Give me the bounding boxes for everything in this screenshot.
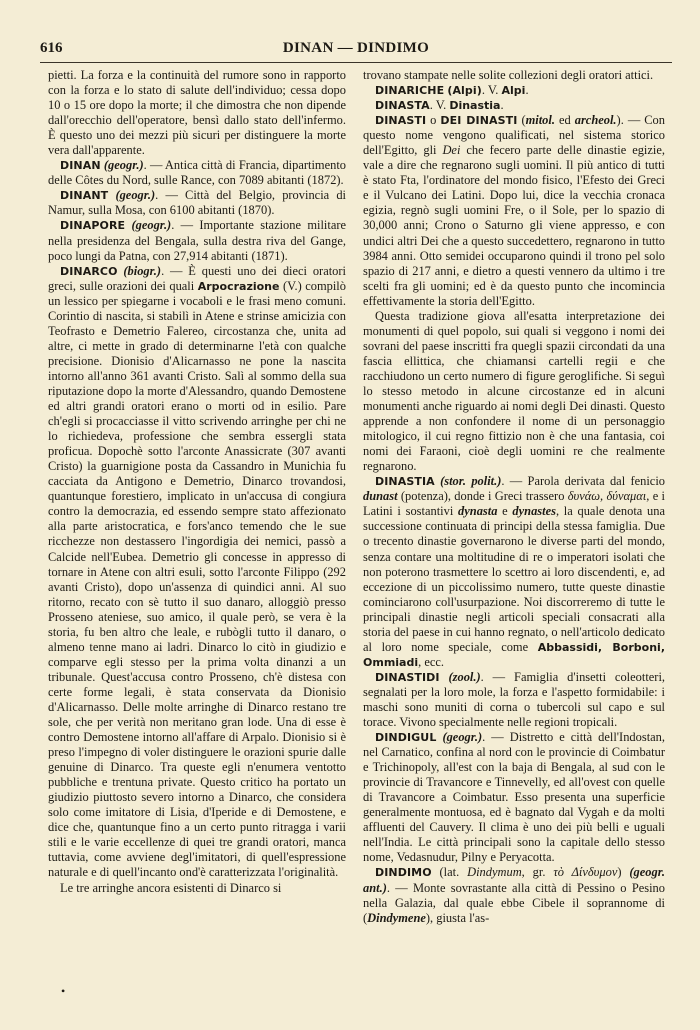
headword-alt: DEI DINASTI: [440, 114, 518, 128]
category: (geogr.): [103, 158, 144, 173]
headword: DINARICHE: [375, 84, 445, 98]
paragraph-dinasti-cont: Questa tradizione giova all'esatta interpretazione dei monumenti di quel popolo, sui quali si veggono i nomi dei sovrani del paese inscritti fra quegli spazii circondati da una fascia ellittica, che chiamansi cartelli regii e che racchiudono un certo numero di figure geroglifiche. Si seguì lo stesso metodo in alcune circostanze ed in alcuni monumenti anche riguardo ai nomi degli Dei dinasti. Questo apprende a non confondere il nome di un personaggio mitologico, il cui regno fittizio non è che una fantasia, coi nomi dei Faraoni, cioè degli uomini re che realmente regnarono.: [363, 308, 665, 474]
cross-reference: Dinastia: [449, 99, 501, 113]
entry-dinan: DINAN (geogr.). — Antica città di Francia, dipartimento delle Côtes du Nord, sulle Rance, con 7089 abitanti (1872).: [48, 158, 347, 188]
entry-dinasta: DINASTA. V. Dinastia.: [375, 98, 504, 113]
category: (zool.): [448, 669, 481, 684]
category: (geogr.): [442, 730, 483, 745]
entry-dinasti: DINASTI o DEI DINASTI (mitol. ed archeol.). — Con questo nome vengono qualificati, nel sistema storico dell'Egitto, gli Dei che fecero parte delle dinastie egizie, vale a dire che regnarono sugli uomini. Il più antico di tutti è stato Fta, l'ordinatore del mondo fisico, l'Efesto dei Greci e il Vulcano dei Latini. Dopo lui, dice la vecchia cronaca egizia, regnò sugli uomini Fre, o il Sole, per lo spazio di 30,000 anni; Crono o Saturno gli viene appresso, e con undici altri Dei che a questo succedettero, regnarono in tutto 3984 anni. Otto semidei occuparono quindi il trono pel solo spazio di 217 anni, e dietro a questi vennero da ultimo i tre scelti fra gli uomini; ed è da questo punto che incomincia effettivamente la storia dell'Egitto.: [363, 113, 665, 308]
headword: DINARCO: [60, 264, 118, 278]
category: (geogr.): [131, 218, 172, 233]
category: (geogr.): [115, 188, 156, 203]
page-number: 616: [40, 40, 63, 56]
entry-dinarco: DINARCO (biogr.). — È questi uno dei dieci oratori greci, sulle orazioni dei quali Arpocrazione (V.) compilò un lessico per spiegarne i vocaboli e le frasi meno comuni. Corintio di nascita, si stabilì in Atene e strinse amicizia con Teofrasto e Demetrio Falereo, circostanza che, unita ad altre, ci mette in grado di determinarne l'età con qualche precisione. Dionisio d'Alicarnasso ne pone la nascita intorno all'anno 361 avanti Cristo. Salì al sommo della sua riputazione dopo la morte d'Alessandro, quando Demostene ed altri grandi oratori erano o morti od in esilio. Pare ch'egli si procacciasse il vitto scrivendo arringhe per chi ne lo richiedeva, professione che sembra essergli stata proficua. Dopochè sotto l'arconte Anassicrate (307 avanti Cristo) la guarnigione posta da Cassandro in Munichia fu cacciata da Antigono e Demetrio, Dinarco trovandosi, quantunque forestiero, implicato in un'accusa di congiura contro la democrazia, ed essendo sempre stato affezionato alla parte aristocratica, e fors'anco temendo che le sue ricchezze non destassero l'ingordigia dei nemici, passò a Calcide nell'Eubea. Demetrio gli concesse in appresso di tornare in Atene con altri esuli, sotto l'arconte Filippo (292 avanti Cristo), dopo un'assenza di quindici anni. Al suo ritorno, recato con sè tutto il suo danaro, alloggiò presso Prosseno ateniese, suo amico, il quale però, se vera è la storia, fu ben altro che leale, e rubògli tutto il danaro, o almeno tenne mano ai ladri. Dinarco lo citò in giudizio e comparve egli stesso per la prima volta dinanzi a un tribunale. Quest'accusa contro Prosseno, ch'è distesa con certe forme legali, è stata conservata da Dionisio d'Alicarnasso. Delle molte arringhe di Dinarco restano tre sole, che per verità non meritano gran lode. Una di esse è contro Demostene intorno all'affare di Arpalo. Dionisio si è preso l'impegno di voler distinguere le orazioni spurie dalle genuine di Dinarco. Tra queste egli n'enumera ventotto pubbliche e trentuna private. Questo critico ha portato un giudizio piuttosto severo intorno a Dinarco, che considera solo come imitatore di Lisia, d'Iperide e di Demostene, e dice che, quantunque fino a un certo punto ritragga i varii stili e le varie eccellenze di quei tre grandi oratori, manca tuttavia, come avviene degl'imitatori, di quell'espressione naturale e di quell'incanto ond'è caratterizzata l'originalità.: [48, 263, 346, 880]
category: (Alpi): [447, 84, 482, 98]
paragraph-continuation: pietti. La forza e la continuità del rumore sono in rapporto con la forza e lo stato di salute dell'individuo; cessa dopo 10 o 15 ore dopo la morte; il che dimostra che non dipende dall'orecchio dell'operatore, bensì dallo stato dell'infermo. È questo uno dei mezzi più sicuri per distinguere la morte vera dall'apparente.: [48, 68, 346, 158]
headword: DINAPORE: [60, 219, 126, 233]
entry-dinastia: DINASTIA (stor. polit.). — Parola derivata dal fenicio dunast (potenza), donde i Greci trassero δυνάω, δύναμαι, e i Latini i sostantivi dynasta e dynastes, la quale denota una successione continuata di principi della stessa famiglia. Due o trecento dinastie governarono le diverse parti del mondo, senza contare una moltitudine di re o imperatori isolati che non poterono trasmettere lo scettro ai loro discendenti, e, ad eccezione di un piccolissimo numero, tutte queste dinastie cominciarono coll'usurpazione. Noi discorreremo di tutte le principali dinastie negli articoli speciali consacrati alla storia del paese in cui hanno regnato, o nell'articolo dedicato al loro nome speciale, come Abbassidi, Borboni, Ommiadi, ecc.: [363, 474, 666, 669]
category: mitol.: [525, 113, 555, 128]
headword: DINASTIDI: [375, 670, 440, 684]
cross-reference: Alpi: [501, 84, 526, 98]
headword: DINANT: [60, 189, 109, 203]
category: archeol.: [574, 113, 617, 128]
headword: DINASTA: [375, 99, 430, 113]
entry-dinapore: DINAPORE (geogr.). — Importante stazione militare nella presidenza del Bengala, sulla destra riva del Gange, poco lungi da Patna, con 27,914 abitanti (1871).: [48, 218, 347, 263]
paragraph-continuation: trovano stampate nelle solite collezioni degli oratori attici.: [363, 68, 654, 82]
headword: DINDIMO: [375, 866, 432, 880]
headword: DINASTIA: [375, 475, 435, 489]
paragraph-dinarco-end: Le tre arringhe ancora esistenti di Dinarco si: [60, 880, 282, 895]
running-title: DINAN — DINDIMO: [282, 40, 430, 56]
right-column: [363, 68, 665, 926]
cross-reference: Arpocrazione: [197, 279, 280, 293]
left-column: [48, 68, 346, 896]
page-header: [40, 38, 672, 63]
category: (geogr. ant.): [363, 865, 665, 895]
headword: DINDIGUL: [375, 731, 437, 745]
entry-dinastidi: DINASTIDI (zool.). — Famiglia d'insetti coleotteri, segnalati per la loro mole, la forza e l'aspetto formidabile: i maschi sono muniti di corna o tubercoli sul capo e sul torace. Vivono specialmente nelle regioni tropicali.: [363, 669, 666, 730]
category: (stor. polit.): [440, 474, 502, 489]
entry-dinant: DINANT (geogr.). — Città del Belgio, provincia di Namur, sulla Mosa, con 6100 abitanti (1870).: [48, 188, 347, 218]
entry-dindimo: DINDIMO (lat. Dindymum, gr. τὸ Δίνδυμον) (geogr. ant.). — Monte sovrastante alla città di Pessino o Pesino nella Galazia, dal quale ebbe Cibele il soprannome di (Dindymene), giusta l'as-: [363, 865, 665, 925]
stray-mark: •: [61, 984, 66, 998]
headword: DINASTI: [375, 114, 427, 128]
cross-reference: Abbassidi, Borboni, Ommiadi: [363, 640, 666, 669]
headword: DINAN: [60, 159, 101, 173]
entry-dinariche: DINARICHE (Alpi). V. Alpi.: [375, 83, 529, 98]
entry-dindigul: DINDIGUL (geogr.). — Distretto e città dell'Indostan, nel Carnatico, confina al nord con le provincie di Coimbatur e Trichinopoly, all'est con la baja di Bengala, al sud con le provincie di Travancore e Tinnevelly, ed all'ovest con quelle di Travancore a Coimbatur. Esso presenta una superficie generalmente montuosa, ed è bagnato dal Vygah e da molti affluenti del Cauvery. Il clima è uno dei più belli e uguali nell'India. Le città principali sono la capitale dello stesso nome, Vedasnudur, Pilny e Peryacotta.: [363, 730, 665, 865]
category: (biogr.): [123, 263, 162, 278]
